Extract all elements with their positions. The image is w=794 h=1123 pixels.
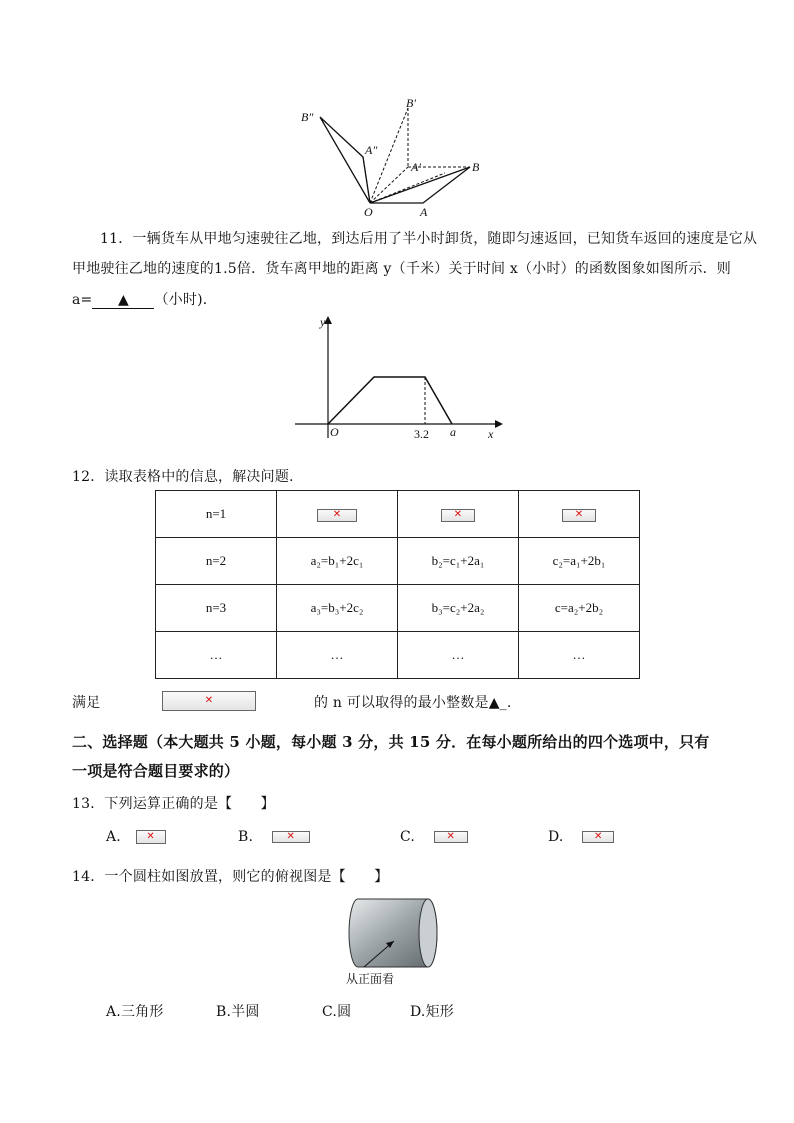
broken-image-icon	[136, 830, 166, 844]
table-cell: a₂=b₁+2c₁	[277, 538, 398, 585]
graph-line	[328, 377, 452, 424]
label-a: A	[420, 205, 428, 219]
table-cell	[398, 491, 519, 538]
triangle-oa2b2	[320, 117, 370, 203]
table-cell: …	[277, 632, 398, 679]
q11-answer-prefix: a=	[72, 292, 93, 308]
table-cell: n=3	[156, 585, 277, 632]
table-cell: …	[156, 632, 277, 679]
table-row	[156, 585, 640, 632]
label-a1: A′	[411, 160, 421, 174]
table-cell: n=2	[156, 538, 277, 585]
broken-image-icon	[272, 831, 310, 843]
table-row	[156, 491, 640, 538]
graph-a-label: a	[450, 425, 456, 439]
q11-answer-suffix: （小时)．	[154, 292, 217, 308]
graph-origin-label: O	[330, 425, 339, 439]
table-row	[156, 632, 640, 679]
graph-tick-label: 3.2	[414, 427, 429, 441]
option-label: A.	[106, 829, 121, 845]
q14-option-b: B.半圆	[216, 1004, 260, 1020]
section2-heading-line2: 一项是符合题目要求的）	[72, 762, 240, 780]
q14-option-d: D.矩形	[410, 1004, 454, 1020]
q12-table	[155, 490, 640, 679]
q11-answer-blank: ▲	[92, 292, 154, 309]
label-a2: A″	[365, 143, 378, 157]
q14-title: 14．一个圆柱如图放置，则它的俯视图是【 】	[72, 869, 389, 885]
q11-answer	[72, 289, 217, 309]
table-row	[156, 538, 640, 585]
broken-image-icon	[162, 691, 256, 711]
label-b1: B′	[406, 96, 416, 110]
graph-y-label: y	[320, 315, 326, 329]
cylinder-caption: 从正面看	[346, 972, 395, 986]
q14-option-a: A.三角形	[106, 1004, 164, 1020]
section2-heading-line1: 二、选择题（本大题共 5 小题，每小题 3 分，共 15 分．在每小题所给出的四个选项中，只有	[72, 733, 710, 751]
distance-time-graph	[290, 312, 505, 444]
q12-satisfy-suffix: 的 n 可以取得的最小整数是▲_.	[314, 695, 512, 711]
option-label: B.	[238, 829, 254, 845]
q12-title: 12．读取表格中的信息，解决问题.	[72, 469, 294, 485]
dashed-oa1	[370, 167, 408, 203]
q14-option-c: C.圆	[322, 1004, 352, 1020]
table-cell: n=1	[156, 491, 277, 538]
cylinder-figure	[342, 893, 450, 989]
q13-option-c	[400, 829, 468, 845]
table-cell: c₂=a₁+2b₁	[519, 538, 640, 585]
table-cell: …	[398, 632, 519, 679]
label-o: O	[364, 205, 373, 219]
broken-image-icon	[434, 831, 468, 843]
broken-image-icon	[441, 509, 475, 522]
broken-image-icon	[317, 509, 357, 522]
label-b2: B″	[301, 110, 314, 124]
table-cell: b₃=c₂+2a₂	[398, 585, 519, 632]
q13-option-b	[238, 829, 310, 845]
q11-line2: 甲地驶往乙地的速度的1.5倍．货车离甲地的距离 y（千米）关于时间 x（小时）的函数图象如图所示．则	[72, 261, 731, 277]
q13-option-a	[106, 829, 166, 845]
dashed-oa-extra	[370, 173, 445, 203]
label-b: B	[472, 160, 480, 174]
broken-image-icon	[582, 831, 614, 843]
option-label: C.	[400, 829, 416, 845]
x-axis-arrow	[495, 420, 503, 428]
q13-title: 13．下列运算正确的是【 】	[72, 796, 275, 812]
q12-satisfy-prefix: 满足	[72, 695, 101, 711]
table-cell	[277, 491, 398, 538]
cylinder-end	[419, 899, 437, 967]
rotation-figure	[295, 95, 495, 220]
table-cell: a₃=b₃+2c₂	[277, 585, 398, 632]
broken-image-icon	[562, 509, 596, 522]
q11-line1: 11．一辆货车从甲地匀速驶往乙地，到达后用了半小时卸货，随即匀速返回，已知货车返回的速度是它从	[100, 231, 758, 247]
table-cell	[519, 491, 640, 538]
option-label: D.	[548, 829, 564, 845]
table-cell: b₂=c₁+2a₁	[398, 538, 519, 585]
q13-option-d	[548, 829, 614, 845]
table-cell: …	[519, 632, 640, 679]
graph-x-label: x	[488, 427, 494, 441]
table-cell: c=a₂+2b₂	[519, 585, 640, 632]
